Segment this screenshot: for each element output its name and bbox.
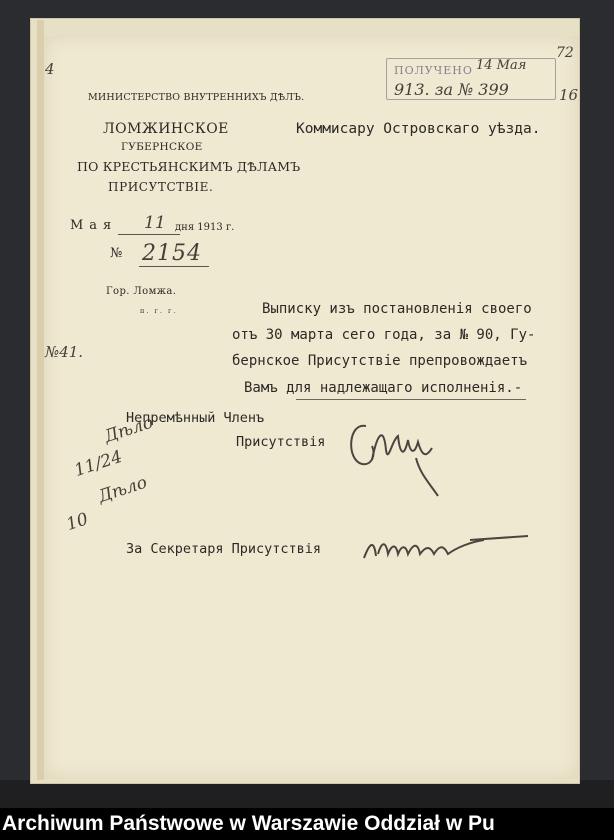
stamp-date-handwritten: 14 Мая	[476, 58, 527, 73]
margin-note-file-2: Дѣло	[96, 472, 150, 508]
left-margin-mark: 4	[45, 60, 55, 78]
member-signature	[342, 410, 446, 502]
corner-number-top: 72	[556, 45, 574, 61]
body-line-4: Вамъ для надлежащаго исполненія.-	[244, 380, 523, 396]
body-line-2: отъ 30 марта сего года, за № 90, Гу-	[232, 327, 536, 343]
number-label: №	[110, 246, 123, 261]
body-line-1: Выписку изъ постановленія своего	[262, 301, 532, 317]
outgoing-number-handwritten: 2154	[142, 241, 202, 266]
stamp-registry-handwritten: 913. за № 399	[394, 80, 509, 99]
ministry-heading: МИНИСТЕРСТВО ВНУТРЕННИХЪ ДѢЛЪ.	[88, 92, 305, 103]
org-name-line-4: ПРИСУТСТВІЕ.	[108, 180, 214, 194]
margin-registry-number: №41.	[45, 343, 84, 361]
corner-number-bottom: 16	[559, 86, 579, 104]
body-underline	[296, 399, 526, 400]
city-line: Гор. Ломжа.	[106, 286, 177, 297]
secretary-signature	[360, 528, 532, 568]
org-name-line-2: ГУБЕРНСКОЕ	[121, 141, 203, 153]
stamp-received-text: ПОЛУЧЕНО	[394, 64, 473, 77]
margin-note-file: Дѣло	[102, 412, 156, 448]
date-underline	[118, 234, 180, 235]
member-title-line-1: Непремѣнный Членъ	[126, 410, 265, 426]
date-suffix: дня 1913 г.	[175, 222, 235, 233]
body-line-3: бернское Присутствіе препровождаетъ	[232, 353, 528, 369]
org-name-line-1: ЛОМЖИНСКОЕ	[103, 121, 229, 137]
date-month: Мая	[70, 218, 118, 233]
org-name-line-3: ПО КРЕСТЬЯНСКИМЪ ДѢЛАМЪ	[77, 159, 301, 174]
member-title-line-2: Присутствія	[236, 434, 326, 450]
city-abbreviation: п. г. г.	[140, 307, 178, 315]
paper-edge	[37, 20, 44, 780]
number-underline	[139, 266, 209, 267]
margin-note-date: 11/24	[72, 446, 125, 482]
addressee: Коммисару Островскаго уѣзда.	[296, 121, 541, 137]
archive-footer-text: Archiwum Państwowe w Warszawie Oddział w Pu	[2, 812, 495, 835]
margin-note-number: 10	[64, 509, 91, 536]
secretary-title: За Секретаря Присутствія	[126, 541, 322, 557]
date-day-handwritten: 11	[144, 213, 166, 233]
